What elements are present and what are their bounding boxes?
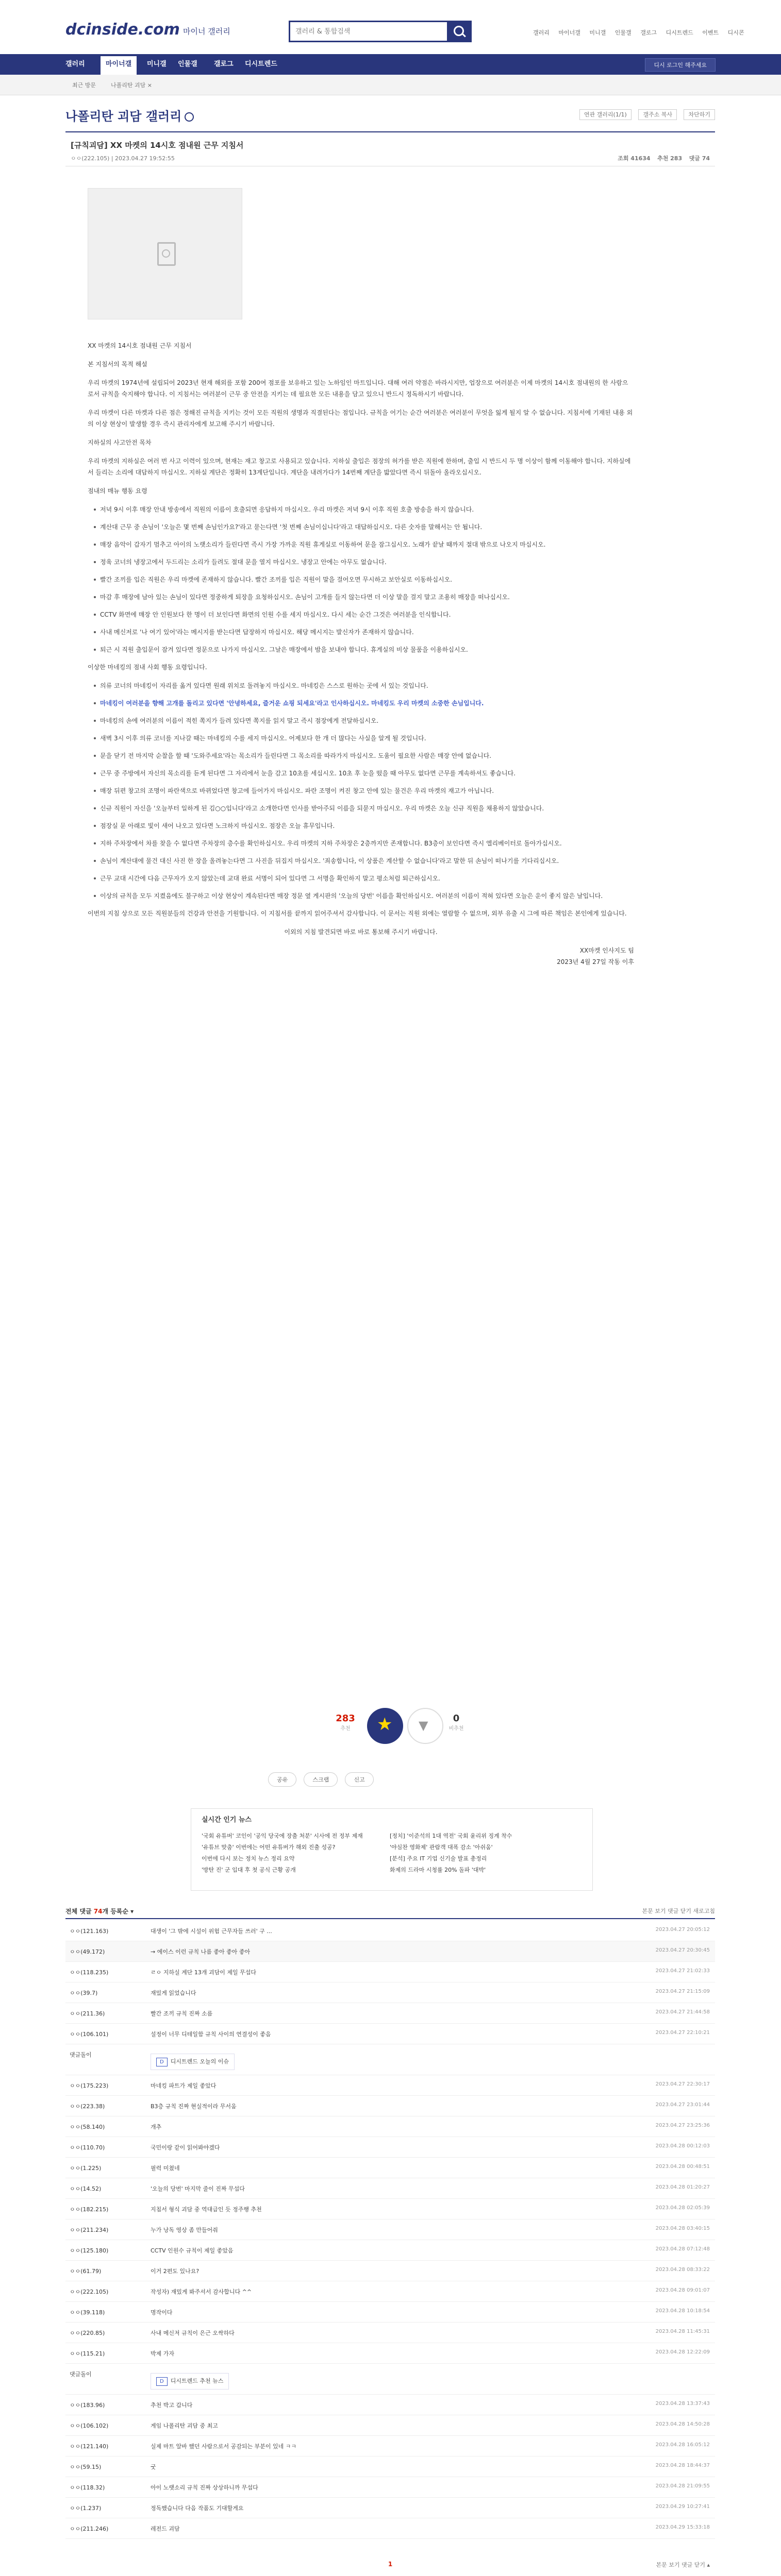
comment-row <box>65 2323 715 2343</box>
comment-date: 2023.04.27 23:25:36 <box>655 2123 710 2128</box>
comment-row <box>65 2456 715 2477</box>
rule-item: 사내 메신저로 '나 여기 있어'라는 메시지를 받는다면 답장하지 마십시오. 해당 메시지는 발신자가 존재하지 않습니다. <box>93 626 634 638</box>
comment-row <box>65 2024 715 2044</box>
comment-row <box>65 2477 715 2498</box>
post-header <box>65 131 715 166</box>
comment-ad-row <box>65 2364 715 2395</box>
comment-text: 작성자) 재밌게 봐주셔서 감사합니다 ^^ <box>151 2289 252 2295</box>
comment-nickname[interactable]: ㅇㅇ(110.70) <box>70 2144 105 2151</box>
comment-text: 정독했습니다 다음 작품도 기대할게요 <box>151 2505 244 2512</box>
rules-list-2 <box>93 680 634 744</box>
rule-item: 빨간 조끼를 입은 직원은 우리 마켓에 존재하지 않습니다. 빨간 조끼를 입은 직원이 말을 걸어오면 무시하고 보안실로 이동하십시오. <box>93 574 634 585</box>
comment-text: 명작이다 <box>151 2309 173 2316</box>
comment-row <box>65 2116 715 2137</box>
comment-row <box>65 2395 715 2415</box>
comment-row <box>65 1982 715 2003</box>
gnb-gallery[interactable]: 갤러리 <box>65 60 85 68</box>
news-link[interactable]: [분석] 주요 IT 기업 신기술 발표 총정리 <box>390 1855 487 1862</box>
comment-date: 2023.04.28 01:20:27 <box>655 2184 710 2190</box>
comment-text <box>151 2370 604 2389</box>
comment-text: 마네킹 파트가 제일 좋았다 <box>151 2082 217 2089</box>
global-nav <box>0 54 781 75</box>
comment-nickname[interactable]: ㅇㅇ(39.118) <box>70 2309 105 2316</box>
comment-ad-text: 디시트렌드 오늘의 이슈 <box>170 2058 229 2065</box>
dctrend-badge: D <box>156 2377 168 2386</box>
rule-item: 이상의 규칙을 모두 지켰음에도 불구하고 이상 현상이 계속된다면 매장 정문 옆 게시판의 '오늘의 당번' 이름을 확인하십시오. 여러분의 이름이 적혀 있다면 오늘은 운이 좋지 않은 날입니다. <box>93 890 634 902</box>
comment-row <box>65 2261 715 2281</box>
post-signature-date: 2023년 4월 27일 작동 이후 <box>557 958 634 965</box>
rule-item-highlight: 마네킹이 여러분을 향해 고개를 돌리고 있다면 '안녕하세요, 즐거운 쇼핑 되세요'라고 인사하십시오. 마네킹도 우리 마켓의 소중한 손님입니다. <box>93 698 634 709</box>
not-recommend-icon[interactable] <box>407 1708 443 1744</box>
comment-pager <box>65 2561 715 2573</box>
comment-date: 2023.04.27 21:44:58 <box>655 2009 710 2015</box>
comment-row <box>65 2302 715 2323</box>
comment-date: 2023.04.28 08:33:22 <box>655 2267 710 2273</box>
comment-count[interactable]: 댓글 74 <box>689 155 710 162</box>
minor-gallery-icon <box>185 112 194 122</box>
comment-row <box>65 1941 715 1962</box>
section-heading: 이상한 마네킹의 점내 사회 행동 요령입니다. <box>88 664 207 671</box>
recent-visit-label[interactable]: 최근 방문 <box>72 82 96 89</box>
gallery-title[interactable]: 나폴리탄 괴담 갤러리 <box>65 106 194 124</box>
comment-nickname[interactable]: ㅇㅇ(223.38) <box>70 2103 105 2110</box>
comment-date: 2023.04.27 22:10:21 <box>655 2030 710 2036</box>
comment-row <box>65 2003 715 2024</box>
comment-date: 2023.04.29 10:27:41 <box>655 2504 710 2510</box>
rule-item: 손님이 계산대에 물건 대신 사진 한 장을 올려놓는다면 그 사진을 뒤집지 마십시오. '죄송합니다, 이 상품은 계산할 수 없습니다'라고 말한 뒤 손님이 떠나기를 기다리십시오. <box>93 855 634 867</box>
comment-text: 대생이 '그 밖에 시설이 위험 근무자들 쓰러' 구 ... <box>151 1928 272 1935</box>
top-link[interactable]: 디시트렌드 <box>666 29 693 36</box>
comment-nickname[interactable]: ㅇㅇ(1.225) <box>70 2165 102 2172</box>
rule-item: 마네킹의 손에 여러분의 이름이 적힌 쪽지가 들려 있다면 쪽지를 읽지 말고 즉시 점장에게 전달하십시오. <box>93 715 634 726</box>
comment-nickname[interactable]: ㅇㅇ(121.140) <box>70 2443 109 2450</box>
post-paragraph: 우리 마켓이 다른 마켓과 다른 점은 정해진 규칙을 지키는 것이 모든 직원의 생명과 직결된다는 점입니다. 규칙을 어기는 순간 여러분은 여러분이 무엇을 잃게 될지 알 수 없습니다. 지침서에 기재된 내용 외의 이상 현상이 발생할 경우 즉시 관리자에게 보고해 주시기 바랍니다. <box>88 409 633 428</box>
news-link[interactable]: 이번에 다시 보는 정치 뉴스 정리 요약 <box>202 1855 295 1862</box>
rule-item: 저녁 9시 이후 매장 안내 방송에서 직원의 이름이 호출되면 응답하지 마십시오. 우리 마켓은 저녁 9시 이후 직원 호출 방송을 하지 않습니다. <box>93 504 634 515</box>
comment-nickname[interactable]: ㅇㅇ(211.36) <box>70 2010 105 2017</box>
comment-row <box>65 2158 715 2178</box>
comment-nickname[interactable]: ㅇㅇ(115.21) <box>70 2350 105 2357</box>
comment-nickname[interactable]: ㅇㅇ(106.101) <box>70 2031 109 2038</box>
login-button[interactable]: 디시 로그인 해주세요 <box>645 58 716 72</box>
section-heading: 점내의 매뉴 행동 요령 <box>88 487 147 495</box>
news-link[interactable]: 화제의 드라마 시청률 20% 돌파 '대박' <box>390 1867 486 1873</box>
gallery-actions <box>574 110 715 118</box>
search-icon[interactable] <box>447 21 472 42</box>
comment-row <box>65 2075 715 2096</box>
comment-nickname[interactable]: 댓글돌이 <box>70 2052 92 2058</box>
search-input[interactable] <box>290 22 440 41</box>
comment-text: 지침서 형식 괴담 중 역대급인 듯 정주행 추천 <box>151 2206 262 2213</box>
comment-text: 설정이 너무 디테일함 규칙 사이의 연결성이 좋음 <box>151 2031 271 2038</box>
post-paragraph: 이번의 지침 상으로 모든 직원분들의 건강과 안전을 기원합니다. 이 지침서를 끝까지 읽어주셔서 감사합니다. 이 문서는 직원 외에는 열람할 수 없으며, 외부 유출 시 그에 따른 책임은 본인에게 있습니다. <box>88 910 627 917</box>
rule-item: 정육 코너의 냉장고에서 두드리는 소리가 들려도 절대 문을 열지 마십시오. 냉장고 안에는 아무도 없습니다. <box>93 556 634 568</box>
news-link[interactable]: '야심찬 영화제' 관람객 대폭 감소 '아쉬움' <box>390 1844 493 1851</box>
comment-date: 2023.04.28 03:40:15 <box>655 2226 710 2231</box>
comment-date: 2023.04.29 15:33:18 <box>655 2524 710 2530</box>
comment-date: 2023.04.27 20:05:12 <box>655 1927 710 1933</box>
comment-nickname[interactable]: ㅇㅇ(14.52) <box>70 2185 102 2192</box>
rule-item: CCTV 화면에 매장 안 인원보다 한 명이 더 보인다면 화면의 인원 수를 세지 마십시오. 다시 세는 순간 그것은 여러분을 인식합니다. <box>93 609 634 620</box>
post-writer[interactable]: ㅇㅇ(222.105) | 2023.04.27 19:52:55 <box>71 155 175 162</box>
comment-row <box>65 1921 715 1941</box>
rule-item: 점장실 문 아래로 빛이 새어 나오고 있다면 노크하지 마십시오. 점장은 오늘 휴무입니다. <box>93 820 634 832</box>
comment-nickname[interactable]: ㅇㅇ(211.246) <box>70 2526 109 2532</box>
rule-item: 신규 직원이 자신을 '오늘부터 일하게 된 김○○입니다'라고 소개한다면 인사를 받아주되 이름을 되묻지 마십시오. 우리 마켓은 오늘 신규 직원을 채용하지 않았습니다. <box>93 803 634 814</box>
comment-text: 사내 메신저 규칙이 은근 오싹하다 <box>151 2330 235 2336</box>
rules-list-3 <box>93 750 634 902</box>
copy-address-button[interactable]: 갤주소 복사 <box>638 109 677 120</box>
comment-text: B3층 규칙 진짜 현실적이라 무서움 <box>151 2103 237 2110</box>
comment-text: 게임 나폴리탄 괴담 중 최고 <box>151 2422 218 2429</box>
news-link[interactable]: '방탄 진' 군 입대 후 첫 공식 근황 공개 <box>202 1867 296 1873</box>
comment-text: CCTV 인원수 규칙이 제일 좋았음 <box>151 2247 234 2254</box>
report-button[interactable]: 신고 <box>345 1772 373 1787</box>
comment-nickname[interactable]: ㅇㅇ(182.215) <box>70 2206 109 2213</box>
comment-date: 2023.04.28 07:12:48 <box>655 2246 710 2252</box>
comment-nickname[interactable]: ㅇㅇ(222.105) <box>70 2289 109 2295</box>
post-intro-1: XX 마켓의 14시호 점내원 근무 지침서 <box>88 342 192 349</box>
post-body <box>88 340 634 968</box>
top-link[interactable]: 갤로그 <box>640 29 657 36</box>
comment-date: 2023.04.28 00:12:03 <box>655 2143 710 2149</box>
comment-date: 2023.04.28 11:45:31 <box>655 2329 710 2334</box>
post-paragraph: 우리 마켓의 지하실은 여러 번 사고 이력이 있으며, 현재는 재고 창고로 사용되고 있습니다. 지하실 출입은 점장의 허가를 받은 직원에 한하며, 출입 시 반드시 두 명 이상이 함께 이동해야 합니다. 지하실에서 들리는 소리에 대답하지 마십시오. 지하실 계단은 정확히 13계단입니다. 계단을 내려가다가 14번째 계단을 밟았다면 즉시 뒤돌아 올라오십시오. <box>88 457 631 476</box>
comment-count-label: 전체 댓글 74개 등록순 ▾ <box>65 1908 134 1915</box>
comment-nickname[interactable]: ㅇㅇ(39.7) <box>70 1990 98 1996</box>
scrap-button[interactable]: 스크랩 <box>304 1772 338 1787</box>
comment-date: 2023.04.28 18:44:37 <box>655 2463 710 2468</box>
news-link[interactable]: [정치] '이준석의 1대 역전' 국회 윤리위 징계 착수 <box>390 1833 512 1839</box>
comment-nickname[interactable]: 댓글돌이 <box>70 2371 92 2378</box>
comment-row <box>65 2281 715 2302</box>
comment-nickname[interactable]: ㅇㅇ(118.235) <box>70 1969 109 1976</box>
top-link[interactable]: 마이너갤 <box>558 29 580 36</box>
comment-text: 이거 2편도 있나요? <box>151 2268 200 2275</box>
comment-ad-text: 디시트렌드 추천 뉴스 <box>170 2378 224 2384</box>
rule-item: 퇴근 시 직원 출입문이 잠겨 있다면 정문으로 나가지 마십시오. 그날은 매장에서 밤을 보내야 합니다. 휴게실의 비상 물품을 이용하십시오. <box>93 644 634 655</box>
comment-nickname[interactable]: ㅇㅇ(61.79) <box>70 2268 102 2275</box>
comment-text: 실제 마트 알바 했던 사람으로서 공감되는 부분이 있네 ㅋㅋ <box>151 2443 296 2450</box>
recommend-up-count: 283 추천 <box>336 1713 355 1732</box>
comment-text: → 에이스 이런 규칙 나름 좋아 좋아 좋아 <box>151 1948 251 1955</box>
comment-date: 2023.04.27 22:30:17 <box>655 2081 710 2087</box>
comment-row <box>65 2415 715 2436</box>
gallery-title-row <box>65 103 715 126</box>
comment-row <box>65 2096 715 2116</box>
comment-row <box>65 2498 715 2518</box>
comment-date: 2023.04.27 23:01:44 <box>655 2102 710 2108</box>
comment-date: 2023.04.28 13:37:43 <box>655 2401 710 2406</box>
gnb-mini-gallery[interactable]: 미니갤 <box>147 60 167 68</box>
recommend-count: 추천 283 <box>657 155 683 162</box>
rule-item: 매장 음악이 갑자기 멈추고 아이의 노랫소리가 들린다면 즉시 가장 가까운 직원 휴게실로 이동하여 문을 잠그십시오. 노래가 끝날 때까지 절대 밖으로 나오지 마십시오. <box>93 539 634 550</box>
comment-ad-card[interactable] <box>151 2373 229 2389</box>
comment-date: 2023.04.27 20:30:45 <box>655 1947 710 1953</box>
comment-sort[interactable]: 등록순 ▾ <box>110 1908 134 1915</box>
comment-nickname[interactable]: ㅇㅇ(59.15) <box>70 2464 102 2470</box>
comment-nickname[interactable]: ㅇㅇ(220.85) <box>70 2330 105 2336</box>
top-header <box>0 0 781 54</box>
comment-text <box>151 2050 604 2070</box>
search-box <box>289 21 472 42</box>
comment-header <box>65 1903 715 1919</box>
post-closing: 이외의 지침 발견되면 바로 바로 통보해 주시기 바랍니다. <box>284 928 438 936</box>
top-link[interactable]: 인물갤 <box>614 29 632 36</box>
comment-nickname[interactable]: ㅇㅇ(175.223) <box>70 2082 109 2089</box>
section-heading: 지하실의 사고안전 목차 <box>88 439 152 446</box>
comment-nickname[interactable]: ㅇㅇ(1.237) <box>70 2505 102 2512</box>
rule-item: 지하 주차장에서 차를 찾을 수 없다면 주차장의 층수를 확인하십시오. 우리 마켓의 지하 주차장은 2층까지만 존재합니다. B3층이 보인다면 즉시 엘리베이터로 돌아가십시오. <box>93 838 634 849</box>
comment-date: 2023.04.28 10:18:54 <box>655 2308 710 2314</box>
comment-text: 재밌게 읽었습니다 <box>151 1990 196 1996</box>
comment-date: 2023.04.28 16:05:12 <box>655 2442 710 2448</box>
live-news-box <box>191 1808 593 1891</box>
comment-text: 레전드 괴담 <box>151 2526 180 2532</box>
comment-text: 박제 가자 <box>151 2350 175 2357</box>
comment-text: ㄹㅇ 지하실 계단 13개 괴담이 제일 무섭다 <box>151 1969 256 1976</box>
rule-item: 마감 후 매장에 남아 있는 손님이 있다면 정중하게 퇴장을 요청하십시오. 손님이 고개를 들지 않는다면 더 이상 말을 걸지 말고 조용히 매장을 떠나십시오. <box>93 591 634 603</box>
news-link[interactable]: '국회 유튜버' 코인이 '공익 당국에 장출 처분' 시사에 전 정부 제재 <box>202 1833 363 1839</box>
site-logo[interactable]: dcinside.com <box>65 21 180 39</box>
recommend-star-icon[interactable] <box>367 1708 403 1744</box>
pager-actions[interactable]: 본문 보기 댓글 닫기 ▴ <box>656 2562 710 2568</box>
comment-date: 2023.04.28 12:22:09 <box>655 2349 710 2355</box>
comment-nickname[interactable]: ㅇㅇ(58.140) <box>70 2124 105 2130</box>
comment-date: 2023.04.27 21:02:33 <box>655 1968 710 1974</box>
post-signature-team: XX마켓 인사지도 팀 <box>579 947 634 954</box>
comment-text: 굿 <box>151 2464 156 2470</box>
comment-nickname[interactable]: ㅇㅇ(49.172) <box>70 1948 105 1955</box>
related-gallery-button[interactable]: 연관 갤러리(1/1) <box>579 109 632 120</box>
block-button[interactable]: 차단하기 <box>684 109 715 120</box>
comment-text: 추천 박고 갑니다 <box>151 2402 193 2409</box>
comment-row <box>65 2436 715 2456</box>
rule-item: 의류 코너의 마네킹이 자리를 옮겨 있다면 원래 위치로 돌려놓지 마십시오. 마네킹은 스스로 원하는 곳에 서 있는 것입니다. <box>93 680 634 691</box>
comment-row <box>65 2343 715 2364</box>
gnb-minor-gallery[interactable]: 마이너갤 <box>101 56 137 75</box>
post-paragraph: 우리 마켓의 1974년에 설립되어 2023년 현재 해외를 포함 200여 점포를 보유하고 있는 노하임인 마트입니다. 대해 여러 약점은 바라시지만, 업장으로 여러분은 이제 마켓의 14시호 점내원의 한 사람으로서 규칙을 숙지해야 합니다. 이 지침서는 여러분이 근무 중 안전을 지키는 데 필요한 모든 내용을 담고 있으니 반드시 정독하시기 바랍니다. <box>88 379 628 398</box>
comment-text: 누가 낭독 영상 좀 만들어줘 <box>151 2227 218 2233</box>
comment-text: '오늘의 당번' 마지막 줄이 진짜 무섭다 <box>151 2185 245 2192</box>
recommend-box <box>330 1708 464 1759</box>
page-number[interactable]: 1 <box>388 2561 393 2568</box>
share-row <box>268 1772 510 1788</box>
rule-item: 근무 교대 시간에 다음 근무자가 오지 않았는데 교대 완료 서명이 되어 있다면 그 서명을 확인하지 말고 평소처럼 퇴근하십시오. <box>93 873 634 884</box>
comment-row <box>65 2178 715 2199</box>
dctrend-badge: D <box>156 2058 168 2066</box>
comment-nickname[interactable]: ㅇㅇ(106.102) <box>70 2422 109 2429</box>
recent-visit-bar <box>0 75 781 95</box>
post-image-placeholder[interactable] <box>88 188 242 319</box>
comment-row <box>65 2199 715 2219</box>
post-subject: [규칙괴담] XX 마켓의 14시호 점내원 근무 지침서 <box>71 141 244 150</box>
top-link[interactable]: 디시콘 <box>727 29 744 36</box>
comment-date: 2023.04.28 21:09:55 <box>655 2483 710 2489</box>
view-count: 조회 41634 <box>618 155 651 162</box>
comment-date: 2023.04.28 14:50:28 <box>655 2421 710 2427</box>
comment-nickname[interactable]: ㅇㅇ(183.96) <box>70 2402 105 2409</box>
comment-date: 2023.04.28 02:05:39 <box>655 2205 710 2211</box>
rule-item: 문을 닫기 전 마지막 순찰을 할 때 '도와주세요'라는 목소리가 들린다면 그 목소리를 따라가지 마십시오. 도움이 필요한 사람은 매장 안에 없습니다. <box>93 750 634 761</box>
comment-row <box>65 2240 715 2261</box>
gnb-person-gallery[interactable]: 인물갤 <box>178 60 197 68</box>
comment-row <box>65 2219 715 2240</box>
top-links <box>526 28 744 37</box>
comment-text: 개추 <box>151 2124 162 2130</box>
gnb-gallog[interactable]: 갤로그 <box>214 60 234 68</box>
comment-date: 2023.04.28 09:01:07 <box>655 2287 710 2293</box>
comment-date: 2023.04.28 00:48:51 <box>655 2164 710 2170</box>
comment-nickname[interactable]: ㅇㅇ(118.32) <box>70 2484 105 2491</box>
rule-item: 계산대 근무 중 손님이 '오늘은 몇 번째 손님인가요?'라고 묻는다면 '첫 번째 손님이십니다'라고 대답하십시오. 다른 숫자를 말해서는 안 됩니다. <box>93 521 634 533</box>
rule-item: 새벽 3시 이후 의류 코너를 지나갈 때는 마네킹의 수를 세지 마십시오. 어제보다 한 개 더 많다는 사실을 알게 될 것입니다. <box>93 733 634 744</box>
comment-nickname[interactable]: ㅇㅇ(211.234) <box>70 2227 109 2233</box>
comment-header-actions[interactable]: 본문 보기 댓글 닫기 새로고침 <box>642 1908 715 1914</box>
site-logo-sub[interactable]: 마이너 갤러리 <box>183 27 230 36</box>
comment-row <box>65 2518 715 2539</box>
recommend-down-count: 0 비추천 <box>448 1713 464 1732</box>
comment-text: 아이 노랫소리 규칙 진짜 상상하니까 무섭다 <box>151 2484 258 2491</box>
gnb-dctrend[interactable]: 디시트렌드 <box>245 60 277 68</box>
top-link[interactable]: 미니갤 <box>589 29 606 36</box>
rule-item: 근무 중 주방에서 자신의 목소리를 듣게 된다면 그 자리에서 눈을 감고 10초를 세십시오. 10초 후 눈을 떴을 때 아무도 없다면 근무를 계속하셔도 좋습니다. <box>93 768 634 779</box>
live-news-list <box>202 1831 583 1876</box>
live-news-title: 실시간 인기 뉴스 <box>202 1816 252 1824</box>
comment-list <box>65 1921 715 2539</box>
comment-text: 필력 미쳤네 <box>151 2165 180 2172</box>
share-button[interactable]: 공유 <box>268 1772 296 1787</box>
comment-row <box>65 1962 715 1982</box>
rule-item: 매장 뒤편 창고의 조명이 파란색으로 바뀌었다면 창고에 들어가지 마십시오. 파란 조명이 켜진 창고 안에 있는 물건은 우리 마켓의 재고가 아닙니다. <box>93 785 634 796</box>
comment-text: 국민이랑 같이 읽어봐야겠다 <box>151 2144 220 2151</box>
news-link[interactable]: '유튜브 맞춤' 이번에는 어떤 유튜버가 해외 진출 성공? <box>202 1844 336 1851</box>
top-link[interactable]: 갤러리 <box>533 29 550 36</box>
post-intro-2: 본 지침서의 목적 해설 <box>88 361 147 368</box>
comment-text: 빨간 조끼 규칙 진짜 소름 <box>151 2010 213 2017</box>
comment-row <box>65 2137 715 2158</box>
comment-nickname[interactable]: ㅇㅇ(121.163) <box>70 1928 109 1935</box>
comment-ad-row <box>65 2044 715 2075</box>
top-link[interactable]: 이벤트 <box>702 29 719 36</box>
rules-list-1 <box>93 504 634 655</box>
post-stats <box>612 154 710 162</box>
comment-nickname[interactable]: ㅇㅇ(125.180) <box>70 2247 109 2254</box>
recent-visit-item[interactable]: 나폴리탄 괴담 × <box>111 82 152 89</box>
comment-ad-card[interactable] <box>151 2054 235 2070</box>
comment-date: 2023.04.27 21:15:09 <box>655 1989 710 1994</box>
